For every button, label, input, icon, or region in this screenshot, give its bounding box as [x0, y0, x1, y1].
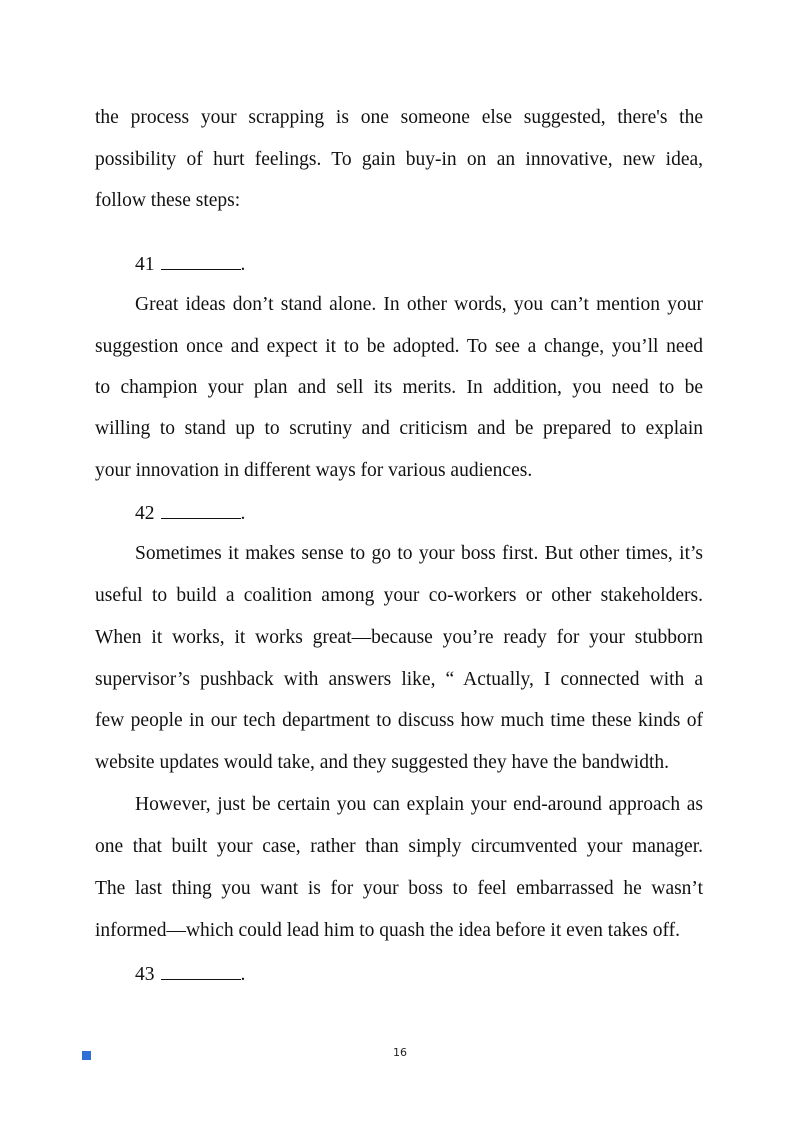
p42a-line-3: When it works, it works great—because you’re ready for your stubborn	[95, 627, 703, 648]
answer-blank	[161, 501, 241, 519]
intro-line-1: the process your scrapping is one someone else suggested, there's the	[95, 107, 703, 128]
question-41	[135, 252, 703, 277]
p41-line-4: willing to stand up to scrutiny and criticism and be prepared to explain	[95, 418, 703, 439]
p42b-line-1: However, just be certain you can explain your end-around approach as	[135, 794, 703, 815]
question-period: .	[240, 503, 246, 524]
question-period: .	[240, 254, 246, 275]
intro-line-3: follow these steps:	[95, 190, 241, 211]
p42a-line-2: useful to build a coalition among your co-workers or other stakeholders.	[95, 585, 703, 606]
answer-blank	[161, 962, 241, 980]
p42a-line-4: supervisor’s pushback with answers like, “ Actually, I connected with a	[95, 669, 703, 690]
p42b-line-3: The last thing you want is for your boss to feel embarrassed he wasn’t	[95, 878, 703, 899]
p41-line-3: to champion your plan and sell its merits. In addition, you need to be	[95, 377, 703, 398]
p42a-line-1: Sometimes it makes sense to go to your boss first. But other times, it’s	[135, 543, 703, 564]
question-42	[135, 501, 703, 526]
question-43	[135, 962, 703, 987]
question-number: 41	[135, 254, 155, 275]
p41-line-5: your innovation in different ways for various audiences.	[95, 460, 533, 481]
question-period: .	[240, 964, 246, 985]
p42b-line-2: one that built your case, rather than simply circumvented your manager.	[95, 836, 703, 857]
p41-line-1: Great ideas don’t stand alone. In other words, you can’t mention your	[135, 294, 703, 315]
question-number: 42	[135, 503, 155, 524]
p42a-line-6: website updates would take, and they suggested they have the bandwidth.	[95, 752, 670, 773]
question-number: 43	[135, 964, 155, 985]
p42a-line-5: few people in our tech department to discuss how much time these kinds of	[95, 710, 703, 731]
page-number: 16	[393, 1046, 407, 1059]
intro-line-2: possibility of hurt feelings. To gain buy-in on an innovative, new idea,	[95, 149, 703, 170]
p41-line-2: suggestion once and expect it to be adopted. To see a change, you’ll need	[95, 336, 703, 357]
answer-blank	[161, 252, 241, 270]
p42b-line-4: informed—which could lead him to quash the idea before it even takes off.	[95, 920, 680, 941]
